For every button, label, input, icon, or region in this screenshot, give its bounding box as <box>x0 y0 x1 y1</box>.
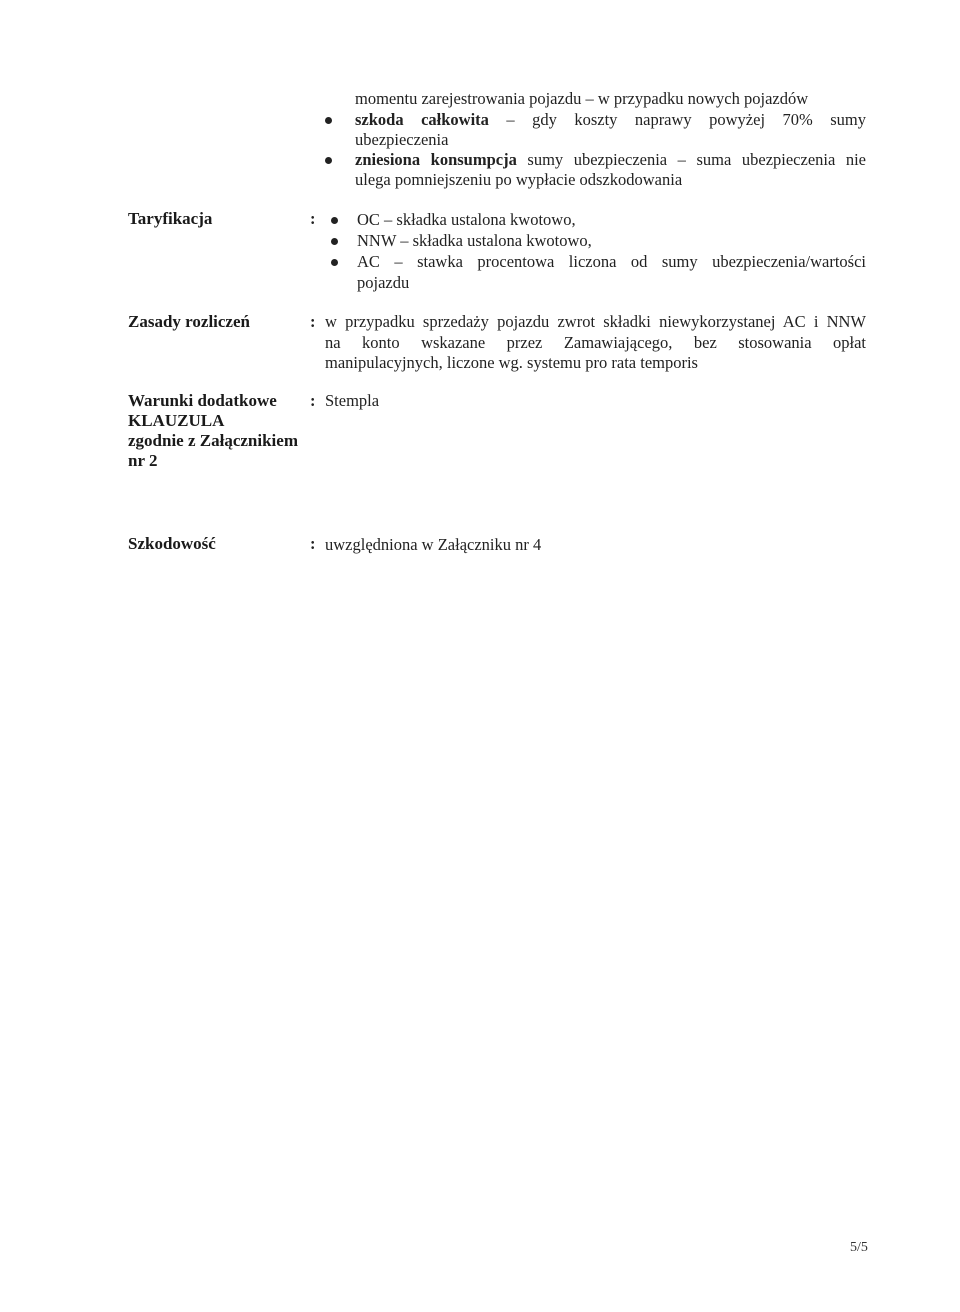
bullet-icon <box>325 157 332 164</box>
warunki-label-line1: Warunki dodatkowe <box>128 391 277 410</box>
zasady-line3: manipulacyjnych, liczone wg. systemu pro rata temporis <box>325 353 698 372</box>
warunki-label-line2: KLAUZULA <box>128 411 225 430</box>
zasady-colon: : <box>310 312 316 331</box>
szkoda-calkowita-line <box>355 110 866 130</box>
taryfikacja-item-ac-line2: pojazdu <box>357 273 410 292</box>
bullet-icon <box>325 117 332 124</box>
continuation-line: momentu zarejestrowania pojazdu – w przypadku nowych pojazdów <box>355 89 809 108</box>
zniesiona-konsumpcja-term: zniesiona konsumpcja <box>355 150 517 169</box>
szkodowosc-colon: : <box>310 534 316 553</box>
zniesiona-konsumpcja-line <box>355 150 866 170</box>
taryfikacja-colon: : <box>310 209 316 228</box>
bullet-icon <box>331 238 338 245</box>
warunki-value: Stempla <box>325 391 380 410</box>
taryfikacja-item-oc: OC – składka ustalona kwotowo, <box>357 210 576 229</box>
zasady-line2: na konto wskazane przez Zamawiającego, bez stosowania opłat <box>325 333 866 352</box>
taryfikacja-item-nnw: NNW – składka ustalona kwotowo, <box>357 231 592 250</box>
taryfikacja-label: Taryfikacja <box>128 209 213 228</box>
szkoda-calkowita-term: szkoda całkowita <box>355 110 489 129</box>
szkodowosc-value: uwzględniona w Załączniku nr 4 <box>325 535 542 554</box>
zasady-label: Zasady rozliczeń <box>128 312 250 331</box>
zasady-line1: w przypadku sprzedaży pojazdu zwrot składki niewykorzystanej AC i NNW <box>325 312 866 331</box>
warunki-label-line4: nr 2 <box>128 451 158 470</box>
szkodowosc-label: Szkodowość <box>128 534 216 553</box>
bullet-icon <box>331 217 338 224</box>
warunki-label-line3: zgodnie z Załącznikiem <box>128 431 298 450</box>
szkoda-calkowita-text: – gdy koszty naprawy powyżej 70% sumy <box>488 110 866 129</box>
zniesiona-konsumpcja-text: sumy ubezpieczenia – suma ubezpieczenia nie <box>516 150 867 169</box>
taryfikacja-item-ac: AC – stawka procentowa liczona od sumy ubezpieczenia/wartości <box>357 252 866 271</box>
zniesiona-konsumpcja-line2: ulega pomniejszeniu po wypłacie odszkodowania <box>355 170 683 189</box>
page-number: 5/5 <box>850 1240 868 1255</box>
warunki-colon: : <box>310 391 316 410</box>
bullet-icon <box>331 259 338 266</box>
szkoda-calkowita-line2: ubezpieczenia <box>355 130 449 149</box>
